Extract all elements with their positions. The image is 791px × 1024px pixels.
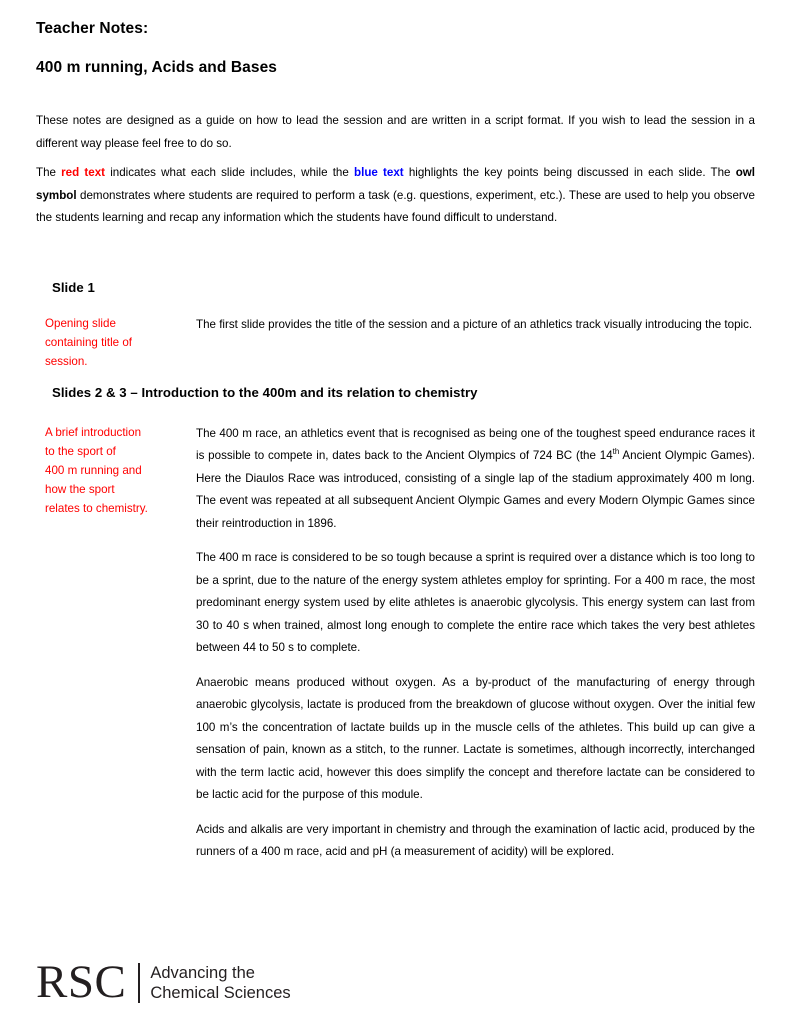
rsc-tagline-line-1: Advancing the bbox=[150, 963, 255, 982]
rsc-tagline-line-2: Chemical Sciences bbox=[150, 983, 291, 1002]
rsc-logo-divider bbox=[138, 963, 140, 1003]
slides-2-3-body bbox=[186, 423, 755, 864]
red-text-label: red text bbox=[61, 166, 106, 179]
slide-1-paragraph-1: The first slide provides the title of the session and a picture of an athletics track visually introducing the topic. bbox=[196, 317, 753, 331]
document-content bbox=[36, 14, 755, 864]
spacer-before-slide-2-heading bbox=[36, 371, 755, 383]
intro-text-part-3: highlights the key points being discussed in each slide. The bbox=[403, 166, 736, 179]
spacer-after-slide-2-heading bbox=[36, 403, 755, 423]
slides-2-3-note-line-1: A brief introduction bbox=[45, 425, 142, 439]
slides-2-3-paragraph-1 bbox=[196, 423, 755, 536]
slides-2-3-note-line-2: to the sport of bbox=[45, 444, 116, 458]
intro-section bbox=[36, 110, 755, 230]
blue-text-label: blue text bbox=[354, 166, 404, 179]
page-subtitle: 400 m running, Acids and Bases bbox=[36, 59, 278, 76]
intro-text-part-2: indicates what each slide includes, while the bbox=[105, 166, 355, 179]
intro-paragraph-1: These notes are designed as a guide on how to lead the session and are written in a script format. If you wish to lead the session in a different way please feel free to do so. bbox=[36, 114, 755, 150]
intro-text-part-4: demonstrates where students are required to perform a task (e.g. questions, experiment, etc.). These are used to help you observe the students learning and recap any information which the students have found difficult to understand. bbox=[36, 188, 755, 224]
paragraph-1-part-2: Ancient Olympic Games). Here the Diaulos Race was introduced, consisting of a single lap of the stadium approximately 400 m long. The event was repeated at all subsequent Ancient Olympic Games and every Modern Olympic Games since their reintroduction in 1896. bbox=[196, 449, 755, 530]
slide-1-note-line-1: Opening slide bbox=[45, 316, 116, 330]
slide-block-2 bbox=[36, 423, 755, 864]
intro-text-part-1: The bbox=[36, 166, 62, 179]
slide-1-note bbox=[36, 314, 186, 371]
intro-paragraph-2 bbox=[36, 162, 755, 230]
spacer-after-slide-1-heading bbox=[36, 298, 755, 314]
spacer-before-slide-1 bbox=[36, 230, 755, 278]
slides-2-3-paragraph-4: Acids and alkalis are very important in chemistry and through the examination of lactic acid, produced by the runners of a 400 m race, acid and pH (a measurement of acidity) will be explored. bbox=[196, 822, 755, 858]
section-heading-slide-1: Slide 1 bbox=[52, 279, 95, 295]
rsc-logo-tagline bbox=[150, 963, 290, 1003]
slide-1-note-line-3: session. bbox=[45, 354, 88, 368]
slides-2-3-note bbox=[36, 423, 186, 518]
slide-block-1 bbox=[36, 314, 755, 371]
slides-2-3-paragraph-2: The 400 m race is considered to be so tough because a sprint is required over a distance which is too long to be a sprint, due to the nature of the energy system athletes employ for sprinting. For a 400 m race, the most predominant energy system used by elite athletes is anaerobic glycolysis. This energy system can last from 30 to 40 s when trained, almost long enough to complete the entire race which takes the very best athletes between 44 to 50 s to complete. bbox=[196, 551, 755, 654]
slide-1-body bbox=[186, 314, 755, 337]
owl-symbol-label: owl symbol bbox=[36, 166, 756, 202]
slides-2-3-note-line-5: relates to chemistry. bbox=[45, 501, 148, 515]
slides-2-3-paragraph-3: Anaerobic means produced without oxygen. As a by-product of the manufacturing of energy through anaerobic glycolysis, lactate is produced from the breakdown of glucose without oxygen. Over the initial few 100 m’s the concentration of lactate builds up in the muscle cells of the athletes. This build up can give a sensation of pain, known as a stitch, to the runner. Lactate is sometimes, although incorrectly, interchanged with the term lactic acid, however this does simplify the concept and therefore lactate can be considered to be lactic acid for the purpose of this module. bbox=[196, 675, 755, 801]
section-heading-slides-2-3: Slides 2 & 3 – Introduction to the 400m and its relation to chemistry bbox=[52, 384, 478, 400]
paragraph-1-part-1: The 400 m race, an athletics event that is recognised as being one of the toughest speed endurance races it is possible to compete in, dates back to the Ancient Olympics of 724 BC (the 14 bbox=[196, 426, 755, 462]
slide-1-note-line-2: containing title of bbox=[45, 335, 133, 349]
rsc-logo bbox=[36, 956, 291, 1008]
slides-2-3-note-line-3: 400 m running and bbox=[45, 463, 142, 477]
rsc-logo-mark: RSC bbox=[36, 956, 127, 1008]
slides-2-3-note-line-4: how the sport bbox=[45, 482, 115, 496]
ordinal-superscript: th bbox=[612, 447, 620, 457]
page-title: Teacher Notes: bbox=[36, 20, 149, 37]
